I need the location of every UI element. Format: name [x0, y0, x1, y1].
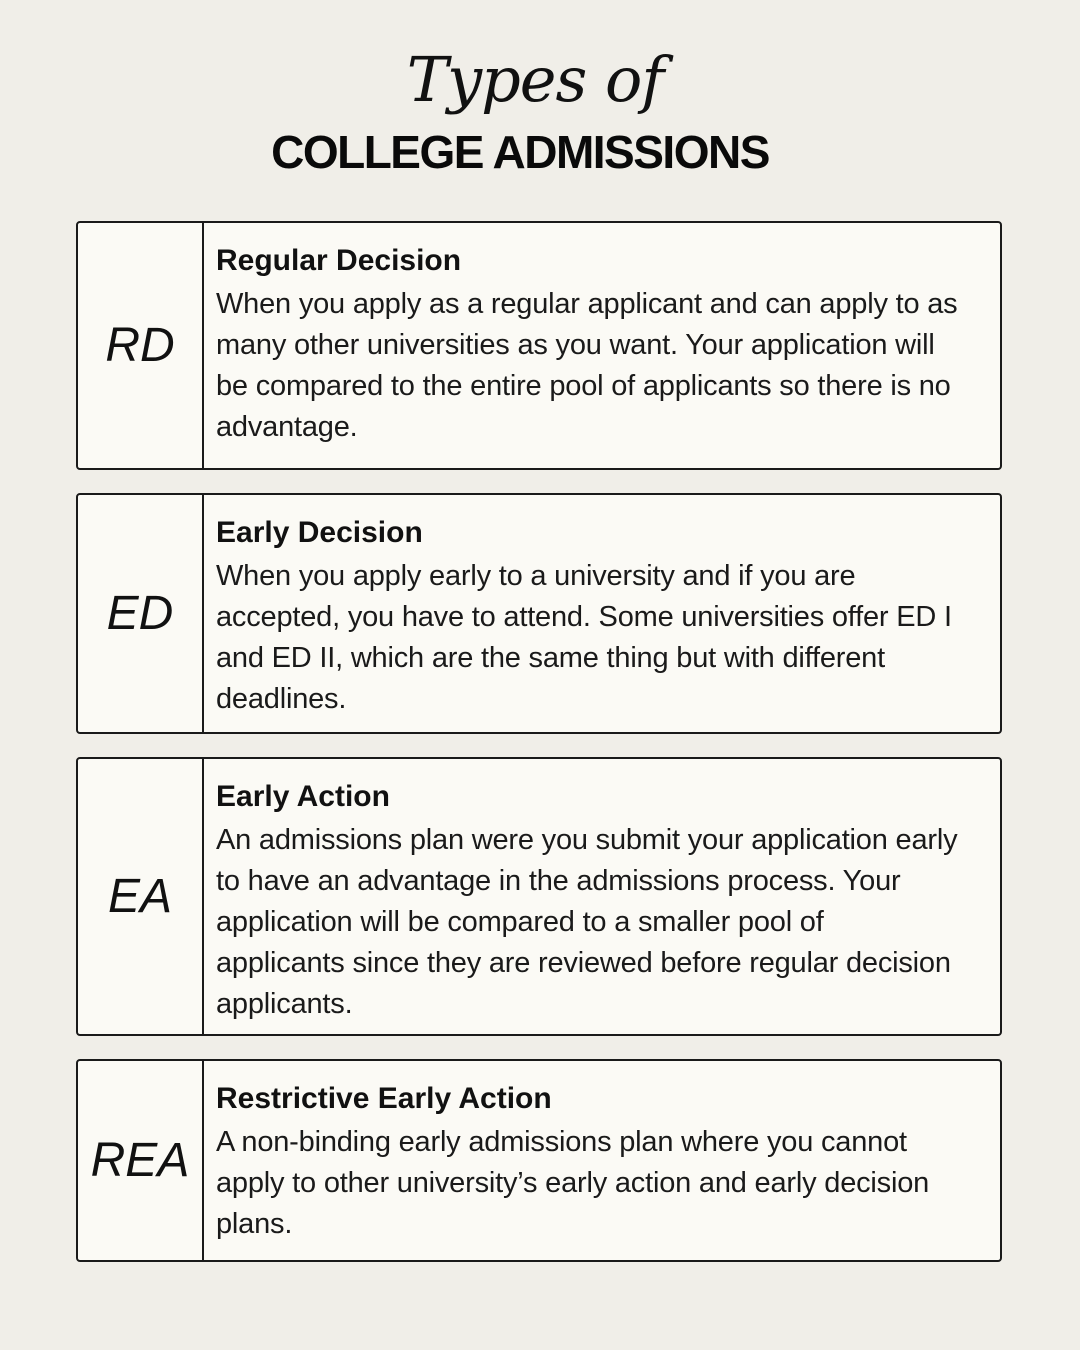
- abbreviation-label: EA: [107, 870, 173, 923]
- abbreviation-label: RD: [105, 319, 175, 372]
- card-description: When you apply early to a university and if you are accepted, you have to attend. Some universities offer ED I and ED II, which are the same thing but with different deadlines.: [216, 560, 952, 715]
- abbreviation-cell: [78, 1061, 204, 1260]
- card-description: An admissions plan were you submit your application early to have an advantage in the admissions process. Your application will be compared to a smaller pool of applicants since they are reviewed before regular decision applicants.: [216, 824, 958, 1020]
- abbreviation-cell: [78, 495, 204, 732]
- card-content: [216, 513, 960, 720]
- card-description: When you apply as a regular applicant and can apply to as many other universities as you want. Your application will be compared to the entire pool of applicants so there is no advantage.: [216, 288, 958, 443]
- card-content: [216, 241, 960, 448]
- admission-card-regular-decision: [76, 221, 1002, 470]
- admission-card-restrictive-early-action: [76, 1059, 1002, 1262]
- abbreviation-cell: [78, 759, 204, 1034]
- card-description: A non-binding early admissions plan where you cannot apply to other university’s early action and early decision plans.: [216, 1126, 930, 1240]
- card-content: [216, 777, 960, 1025]
- abbreviation-cell: [78, 223, 204, 468]
- abbreviation-label: REA: [90, 1134, 190, 1187]
- card-content: [216, 1079, 960, 1245]
- card-heading: Restrictive Early Action: [216, 1082, 552, 1115]
- page-title: COLLEGE ADMISSIONS: [271, 126, 769, 178]
- card-heading: Early Action: [216, 780, 390, 813]
- card-heading: Early Decision: [216, 516, 423, 549]
- script-title: Types of: [406, 43, 664, 116]
- admission-card-early-action: [76, 757, 1002, 1036]
- admission-card-early-decision: [76, 493, 1002, 734]
- card-heading: Regular Decision: [216, 244, 462, 277]
- page-header: [0, 30, 1080, 190]
- abbreviation-label: ED: [106, 587, 174, 640]
